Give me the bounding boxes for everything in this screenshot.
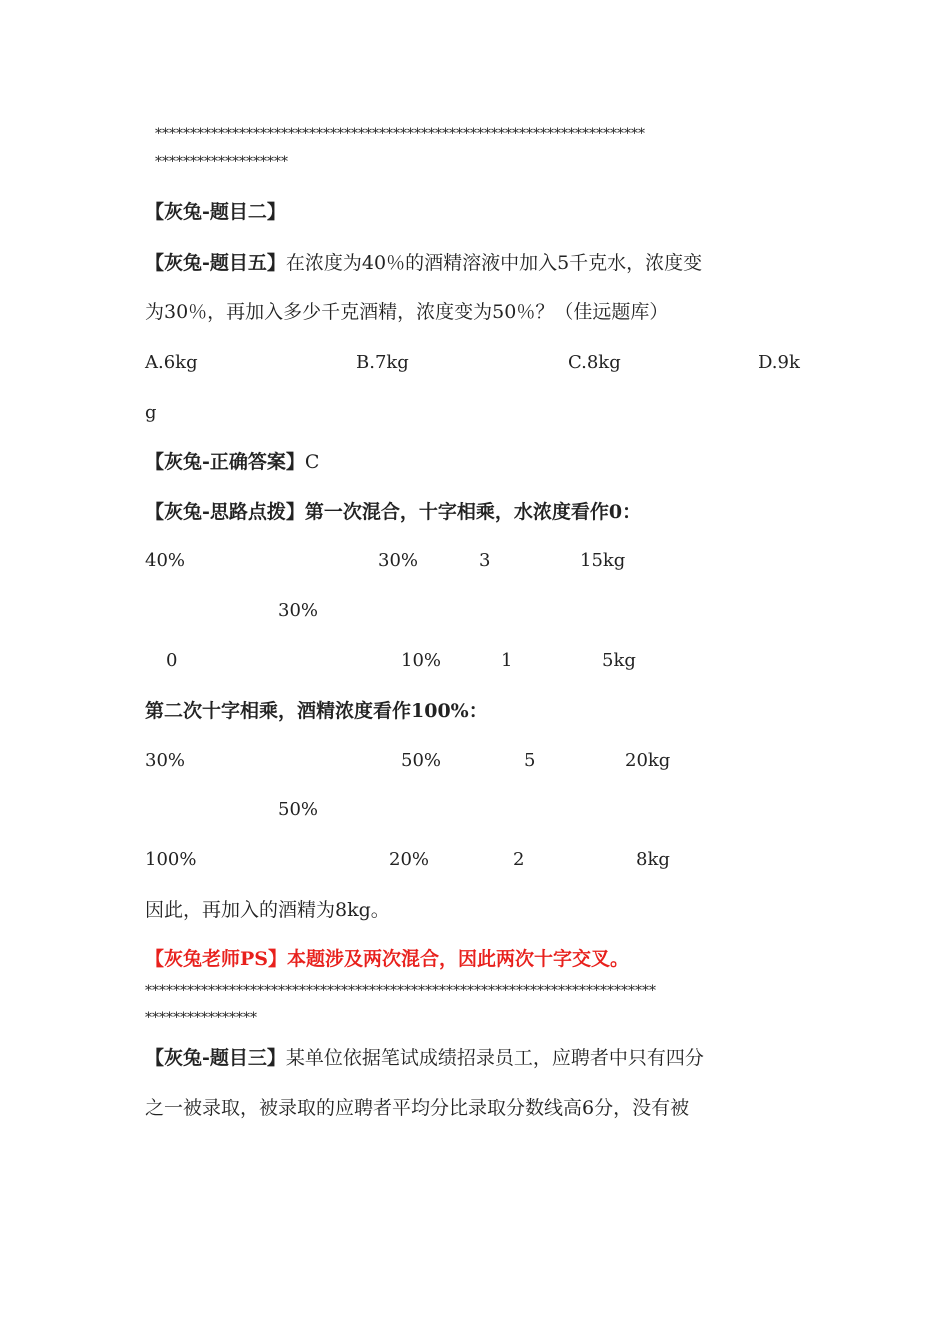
question-3-line-2: 之一被录取，被录取的应聘者平均分比录取分数线高6分，没有被 [145, 1097, 690, 1119]
cross1-cell: 10% [401, 650, 442, 671]
cross1-cell: 5kg [602, 650, 636, 671]
separator-line: ********************************************************************** [155, 126, 645, 142]
heading-question-2: 【灰兔-题目二】 [145, 201, 286, 223]
hint-label: 【灰兔-思路点拨】 [145, 501, 305, 523]
second-cross-title: 第二次十字相乘，酒精浓度看作100%： [145, 700, 488, 722]
answer-line [145, 450, 319, 474]
option-b: B.7kg [356, 352, 409, 373]
option-d-wrap: g [145, 402, 157, 423]
teacher-ps-line: 【灰兔老师PS】本题涉及两次混合，因此两次十字交叉。 [145, 948, 630, 970]
cross2-cell: 50% [401, 750, 442, 771]
question-3-line-1 [145, 1046, 704, 1070]
cross2-cell: 20kg [625, 750, 671, 771]
cross1-cell: 40% [145, 550, 186, 571]
separator-line: ******************* [155, 154, 288, 170]
cross1-cell: 15kg [580, 550, 626, 571]
question-5-line-1 [145, 251, 702, 275]
cross2-cell: 5 [524, 750, 536, 771]
cross2-cell: 2 [513, 849, 525, 870]
hint-text: 第一次混合，十字相乘，水浓度看作0： [304, 501, 642, 523]
option-a: A.6kg [145, 352, 198, 373]
cross2-cell: 30% [145, 750, 186, 771]
cross1-cell: 30% [378, 550, 419, 571]
cross2-mid: 50% [278, 799, 319, 820]
question-5-text: 在浓度为40％的酒精溶液中加入5千克水，浓度变 [285, 252, 703, 274]
question-5-label: 【灰兔-题目五】 [145, 252, 286, 274]
answer-value: C [304, 451, 320, 473]
option-c: C.8kg [568, 352, 621, 373]
cross1-cell: 0 [166, 650, 178, 671]
question-3-label: 【灰兔-题目三】 [145, 1047, 286, 1069]
hint-line [145, 500, 641, 524]
question-5-line-2: 为30％，再加入多少千克酒精，浓度变为50％？（佳远题库） [145, 301, 669, 323]
cross1-cell: 1 [501, 650, 513, 671]
cross2-cell: 100% [145, 849, 197, 870]
separator-line: ************************************************************************* [145, 983, 656, 999]
option-d: D.9k [758, 352, 800, 373]
cross1-cell: 3 [479, 550, 491, 571]
cross2-cell: 8kg [636, 849, 670, 870]
cross1-mid: 30% [278, 600, 319, 621]
cross2-cell: 20% [389, 849, 430, 870]
conclusion-line: 因此，再加入的酒精为8kg。 [145, 899, 390, 921]
question-3-text: 某单位依据笔试成绩招录员工，应聘者中只有四分 [285, 1047, 704, 1069]
answer-label: 【灰兔-正确答案】 [145, 451, 305, 473]
separator-line: **************** [145, 1010, 257, 1026]
